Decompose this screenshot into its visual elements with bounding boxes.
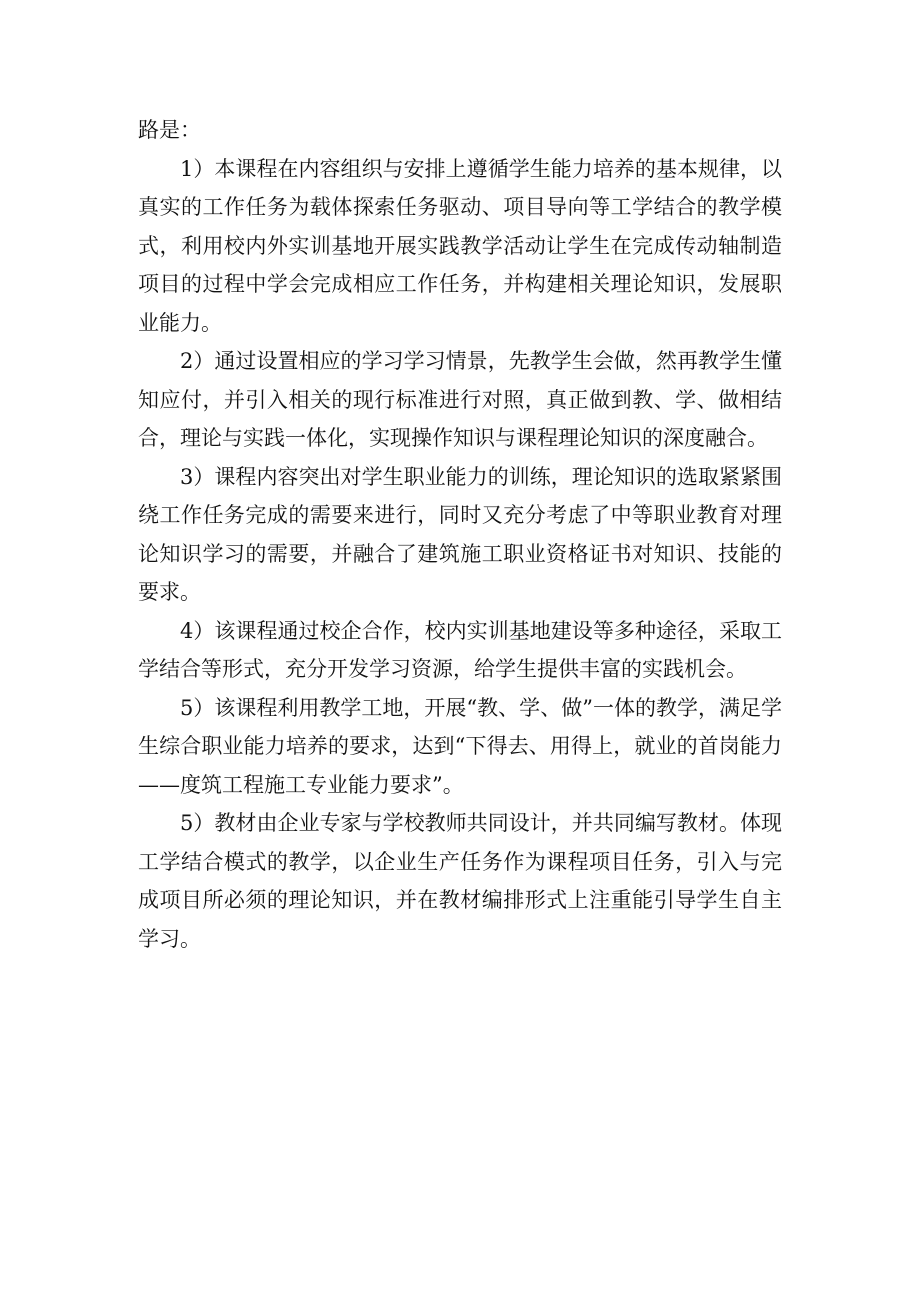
paragraph-item-4: 4）该课程通过校企合作，校内实训基地建设等多种途径，采取工学结合等形式，充分开发学习资源，给学生提供丰富的实践机会。 bbox=[138, 618, 782, 681]
paragraph-item-5: 5）该课程利用教学工地，开展“教、学、做”一体的教学，满足学生综合职业能力培养的要求，达到“下得去、用得上，就业的首岗能力——度筑工程施工专业能力要求”。 bbox=[138, 695, 782, 797]
paragraph-item-2: 2）通过设置相应的学习学习情景，先教学生会做，然再教学生懂知应付，并引入相关的现行标准进行对照，真正做到教、学、做相结合，理论与实践一体化，实现操作知识与课程理论知识的深度融合。 bbox=[138, 349, 782, 450]
lead-text: 路是： bbox=[138, 118, 201, 142]
paragraph-item-6: 5）教材由企业专家与学校教师共同设计，并共同编写教材。体现工学结合模式的教学，以企业生产任务作为课程项目任务，引入与完成项目所必须的理论知识，并在教材编排形式上注重能引导学生自主学习。 bbox=[138, 811, 782, 951]
paragraph-item-3: 3）课程内容突出对学生职业能力的训练，理论知识的选取紧紧围绕工作任务完成的需要来进行，同时又充分考虑了中等职业教育对理论知识学习的需要，并融合了建筑施工职业资格证书对知识、技能的要求。 bbox=[138, 464, 782, 604]
paragraph-item-1: 1）本课程在内容组织与安排上遵循学生能力培养的基本规律，以真实的工作任务为载体探索任务驱动、项目导向等工学结合的教学模式，利用校内外实训基地开展实践教学活动让学生在完成传动轴制造项目的过程中学会完成相应工作任务，并构建相关理论知识，发展职业能力。 bbox=[138, 156, 782, 335]
document-page bbox=[138, 111, 782, 958]
